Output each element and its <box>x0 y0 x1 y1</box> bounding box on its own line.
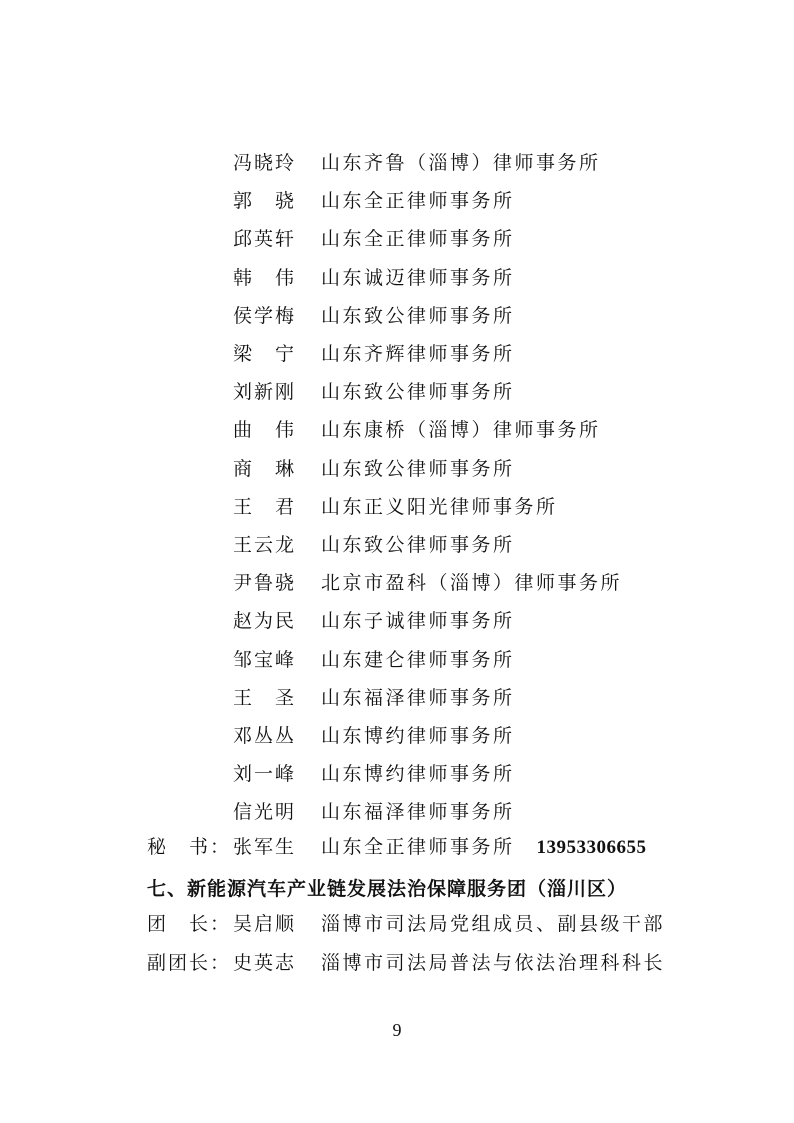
member-name: 赵为民 <box>233 610 297 633</box>
member-name: 王 圣 <box>233 686 297 709</box>
member-firm: 山东康桥（淄博）律师事务所 <box>321 419 601 442</box>
section-heading: 七、新能源汽车产业链发展法治保障服务团（淄川区） <box>147 878 628 900</box>
member-name: 商 琳 <box>233 457 297 480</box>
member-firm: 山东致公律师事务所 <box>321 534 515 556</box>
member-firm: 山东博约律师事务所 <box>321 725 515 747</box>
member-name: 侯学梅 <box>233 304 297 327</box>
member-firm: 山东致公律师事务所 <box>321 381 515 404</box>
secretary-firm-line <box>321 828 647 867</box>
member-name: 王 君 <box>233 495 297 518</box>
member-firm: 北京市盈科（淄博）律师事务所 <box>321 572 623 595</box>
member-name: 信光明 <box>233 801 297 824</box>
member-name: 冯晓玲 <box>233 152 297 174</box>
member-name: 刘新刚 <box>233 381 297 404</box>
secretary-phone: 13953306655 <box>536 837 647 858</box>
leader-title: 淄博市司法局党组成员、副县级干部 <box>321 913 666 935</box>
deputy-leader-label: 副团长： <box>147 952 232 974</box>
deputy-leader-title: 淄博市司法局普法与依法治理科科长 <box>321 952 666 974</box>
leader-label: 团 长： <box>147 913 232 935</box>
member-name: 邓丛丛 <box>233 725 297 747</box>
member-firm: 山东致公律师事务所 <box>321 304 515 327</box>
secretary-firm: 山东全正律师事务所 <box>321 836 515 858</box>
member-firm: 山东齐鲁（淄博）律师事务所 <box>321 152 601 174</box>
secretary-name: 张军生 <box>233 836 297 858</box>
member-firm: 山东致公律师事务所 <box>321 457 515 480</box>
member-name: 邹宝峰 <box>233 648 297 671</box>
deputy-leader-name: 史英志 <box>233 952 297 974</box>
member-firm: 山东全正律师事务所 <box>321 190 515 213</box>
member-firm: 山东正义阳光律师事务所 <box>321 495 558 518</box>
member-firm: 山东齐辉律师事务所 <box>321 343 515 365</box>
member-name: 曲 伟 <box>233 419 297 442</box>
member-firm: 山东子诚律师事务所 <box>321 610 515 633</box>
member-name: 尹鲁骁 <box>233 572 297 595</box>
member-firm: 山东全正律师事务所 <box>321 228 515 251</box>
member-name: 梁 宁 <box>233 343 297 365</box>
member-firm: 山东福泽律师事务所 <box>321 801 515 824</box>
member-firm: 山东博约律师事务所 <box>321 763 515 786</box>
secretary-label: 秘 书： <box>147 836 232 858</box>
member-name: 王云龙 <box>233 534 297 556</box>
leader-name: 吴启顺 <box>233 913 297 935</box>
member-name: 刘一峰 <box>233 763 297 786</box>
member-firm: 山东建仑律师事务所 <box>321 648 515 671</box>
member-name: 韩 伟 <box>233 266 297 289</box>
member-name: 邱英轩 <box>233 228 297 251</box>
member-name: 郭 骁 <box>233 190 297 213</box>
member-firm: 山东诚迈律师事务所 <box>321 266 515 289</box>
page-number: 9 <box>392 1020 402 1040</box>
member-firm: 山东福泽律师事务所 <box>321 686 515 709</box>
